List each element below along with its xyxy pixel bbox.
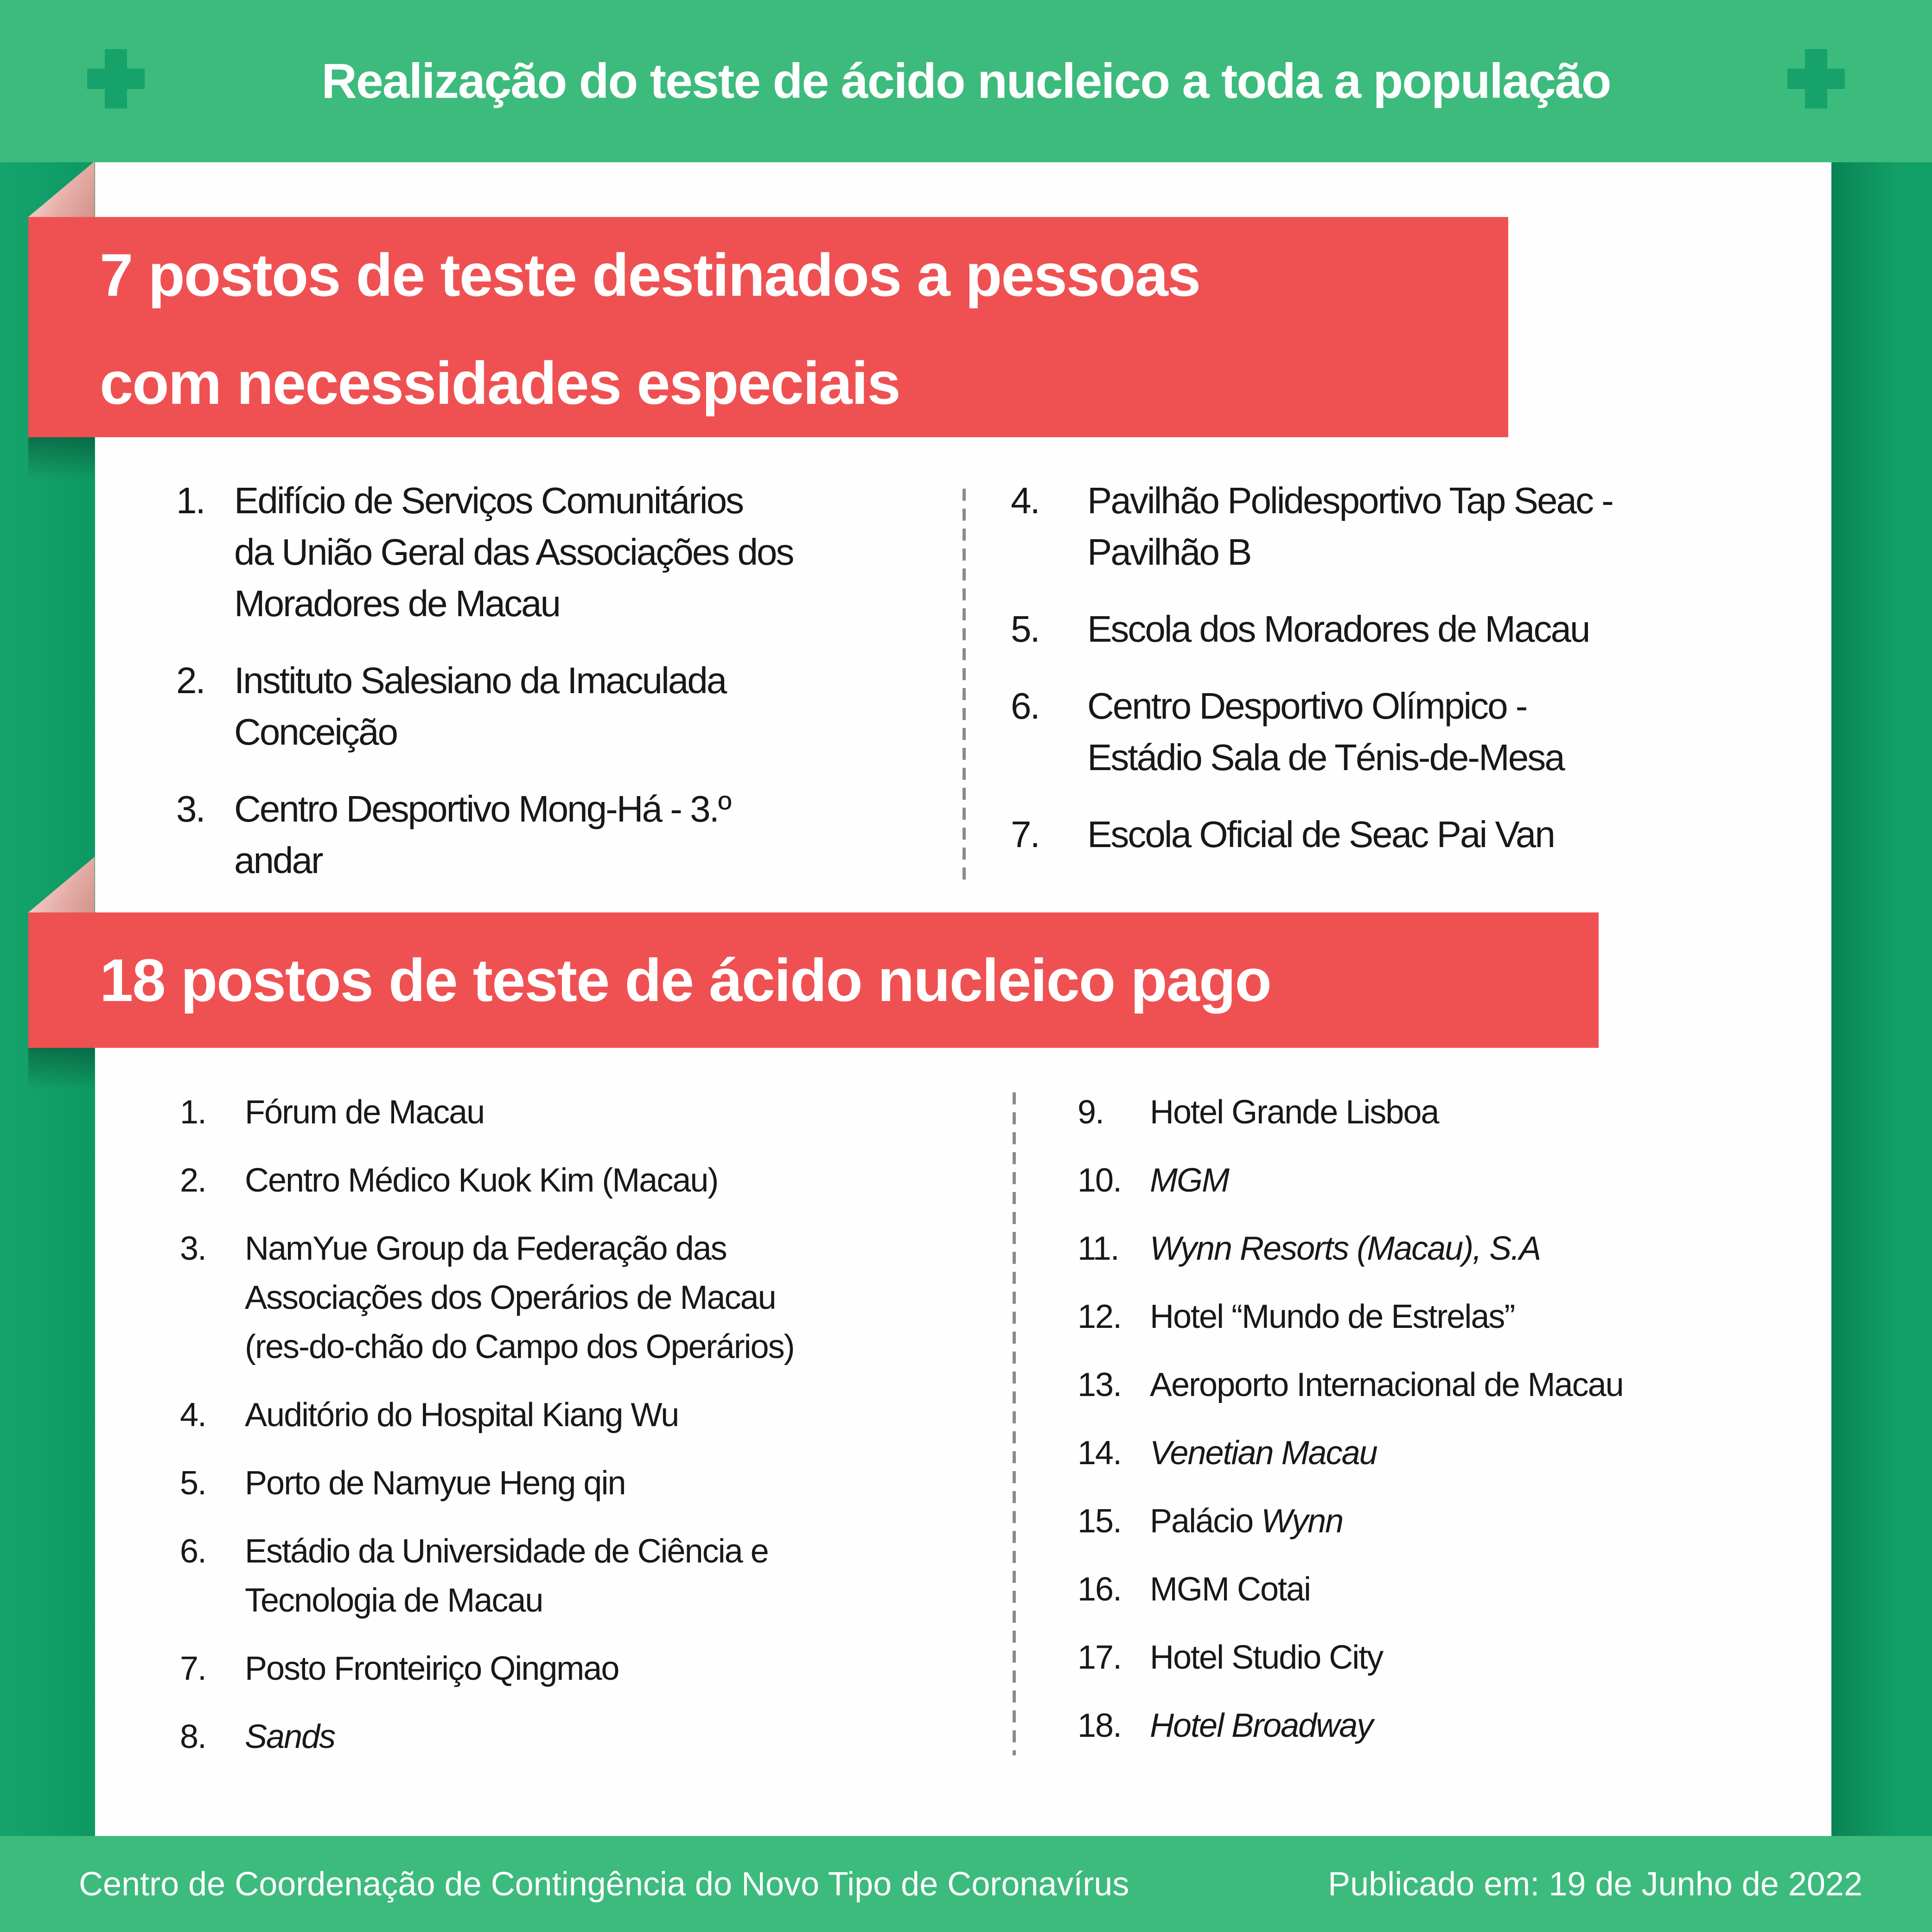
list-item [180,1527,977,1625]
item-text: Hotel Grande Lisboa [1150,1094,1439,1131]
list-item [1078,1565,1801,1614]
item-number: 6. [1011,685,1039,727]
item-number: 5. [180,1465,206,1502]
item-number: 4. [180,1396,206,1434]
ribbon-shadow [28,1048,95,1090]
list-item [176,655,918,758]
item-text: Escola Oficial de Seac Pai Van [1087,814,1554,855]
column-divider-dashed [963,489,966,883]
ribbon-shadow [28,437,95,479]
list-item [180,1088,977,1137]
column-divider-dashed [1013,1092,1016,1755]
plus-icon-bar [1805,49,1827,108]
item-text: Centro Desportivo Mong-Há - 3.º andar [234,788,731,881]
item-number: 3. [176,788,204,829]
item-number: 11. [1078,1230,1119,1267]
item-number: 5. [1011,608,1039,650]
item-text: Wynn Resorts (Macau), S.A [1150,1230,1541,1267]
footer-band [0,1836,1932,1932]
item-text: Auditório do Hospital Kiang Wu [245,1396,679,1434]
footer-publish-date: Publicado em: 19 de Junho de 2022 [1328,1865,1862,1903]
item-number: 2. [176,660,204,701]
list-item [176,475,918,629]
item-number: 6. [180,1533,206,1570]
item-text: Sands [245,1718,335,1755]
list-item [180,1644,977,1693]
list-item [1011,475,1808,578]
list-item [1078,1360,1801,1409]
list-item [1078,1088,1801,1137]
special-section-banner [28,217,1508,437]
item-number: 18. [1078,1707,1122,1744]
medical-plus-icon [1786,49,1846,108]
item-number: 14. [1078,1435,1122,1472]
list-item [180,1459,977,1508]
special-list-right-column [1011,475,1808,886]
list-item [1078,1224,1801,1273]
list-item [1011,809,1808,860]
item-number: 3. [180,1230,206,1267]
item-text: Centro Desportivo Olímpico - Estádio Sala de Ténis-de-Mesa [1087,685,1564,778]
list-item [180,1224,977,1371]
item-number: 4. [1011,480,1039,521]
item-number: 7. [180,1650,206,1687]
item-text: Fórum de Macau [245,1094,485,1131]
item-number: 13. [1078,1366,1122,1403]
item-text: Porto de Namyue Heng qin [245,1465,625,1502]
medical-plus-icon [86,49,146,108]
item-number: 16. [1078,1571,1122,1608]
section-title-line: com necessidades especiais [100,349,900,417]
item-text: Instituto Salesiano da Imaculada Conceição [234,660,726,752]
header-band [0,0,1932,162]
item-number: 8. [180,1718,206,1755]
list-item [1078,1156,1801,1205]
item-text: Pavilhão Polidesportivo Tap Seac - Pavilhão B [1087,480,1613,573]
section-title-line: 18 postos de teste de ácido nucleico pago [100,946,1271,1014]
item-text: Centro Médico Kuok Kim (Macau) [245,1162,718,1199]
list-item [180,1156,977,1205]
list-item [180,1390,977,1440]
item-text: Venetian Macau [1150,1435,1377,1472]
item-number: 10. [1078,1162,1122,1199]
item-number: 15. [1078,1503,1122,1540]
paid-list-right-column [1078,1088,1801,1769]
paid-section-banner [28,912,1599,1048]
list-item [1078,1292,1801,1341]
list-item [1078,1428,1801,1478]
item-text: Estádio da Universidade de Ciência e Tecnologia de Macau [245,1533,768,1619]
item-text: Edifício de Serviços Comunitários da União Geral das Associações dos Moradores de Macau [234,480,793,624]
item-text: Hotel “Mundo de Estrelas” [1150,1298,1515,1335]
background-strip-right [1831,162,1932,1836]
list-item [1078,1633,1801,1682]
item-number: 9. [1078,1094,1104,1131]
item-number: 1. [176,480,204,521]
list-item [1011,603,1808,655]
list-item [1078,1497,1801,1546]
item-number: 7. [1011,814,1039,855]
item-text: MGM [1150,1162,1229,1199]
item-text: Escola dos Moradores de Macau [1087,608,1589,650]
item-number: 2. [180,1162,206,1199]
item-text: NamYue Group da Federação das Associações dos Operários de Macau (res-do-chão do Campo dos Operários) [245,1230,794,1365]
item-number: 17. [1078,1639,1122,1676]
list-item [176,783,918,886]
section-title-line: 7 postos de teste destinados a pessoas [100,241,1200,309]
item-number: 12. [1078,1298,1122,1335]
item-text: Posto Fronteiriço Qingmao [245,1650,619,1687]
item-text: Hotel Studio City [1150,1639,1383,1676]
item-text: Aeroporto Internacional de Macau [1150,1366,1623,1403]
list-item [1078,1701,1801,1750]
item-text: Hotel Broadway [1150,1707,1373,1744]
footer-source: Centro de Coordenação de Contingência do Novo Tipo de Coronavírus [79,1865,1129,1903]
item-text: Palácio Wynn [1150,1503,1343,1540]
special-list-left-column [176,475,918,912]
item-text: MGM Cotai [1150,1571,1311,1608]
list-item [1011,680,1808,783]
plus-icon-bar [105,49,127,108]
item-number: 1. [180,1094,206,1131]
paid-list-left-column [180,1088,977,1780]
list-item [180,1712,977,1761]
page-title: Realização do teste de ácido nucleico a toda a população [321,53,1611,108]
